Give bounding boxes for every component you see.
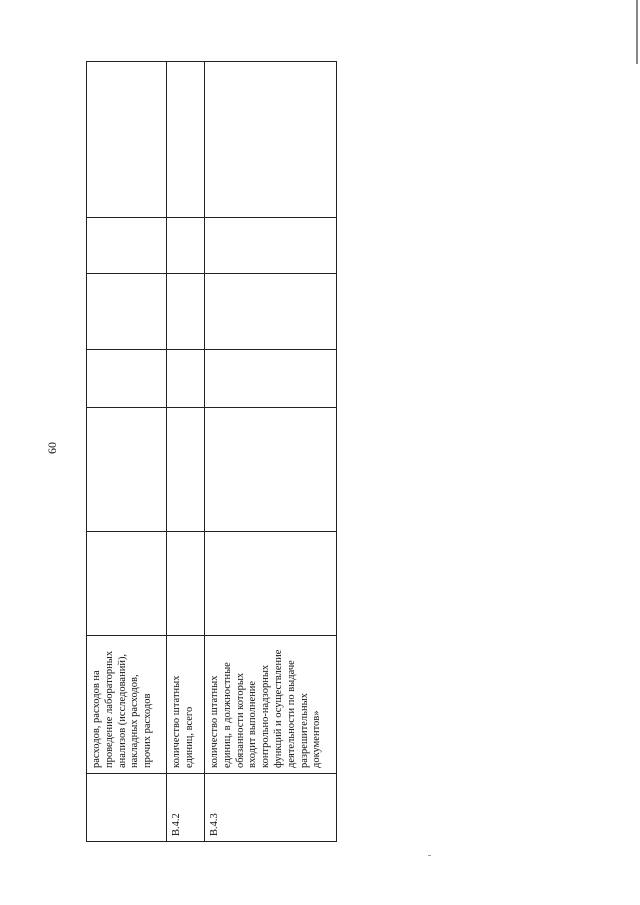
table-cell bbox=[205, 408, 337, 532]
table-cell bbox=[205, 218, 337, 274]
scan-speck bbox=[428, 855, 431, 856]
table-cell bbox=[167, 218, 205, 274]
table-cell bbox=[87, 532, 167, 636]
row-description: количество штатных единиц, всего bbox=[167, 636, 205, 774]
table-row bbox=[167, 62, 205, 842]
data-table bbox=[86, 61, 337, 842]
table-container bbox=[86, 62, 336, 842]
table-cell bbox=[87, 218, 167, 274]
row-description: количество штатных единиц, в должностные обязанности которых входит выполнение контрольно-надзорных функций и осуществление деятельности по выдаче разрешительных документов» bbox=[205, 636, 337, 774]
table-cell bbox=[87, 350, 167, 408]
row-code: В.4.2 bbox=[167, 774, 205, 842]
table-row bbox=[205, 62, 337, 842]
row-code bbox=[87, 774, 167, 842]
page-number: 60 bbox=[45, 442, 59, 454]
row-code: В.4.3 bbox=[205, 774, 337, 842]
scan-edge-mark bbox=[636, 0, 638, 64]
row-description: расходов, расходов на проведение лабораторных анализов (исследований), накладных расходов, прочих расходов bbox=[87, 636, 167, 774]
table-cell bbox=[167, 350, 205, 408]
table-cell bbox=[167, 408, 205, 532]
table-cell bbox=[205, 274, 337, 350]
table-cell bbox=[87, 408, 167, 532]
table-cell bbox=[167, 532, 205, 636]
table-cell bbox=[87, 62, 167, 218]
table-row bbox=[87, 62, 167, 842]
table-cell bbox=[205, 62, 337, 218]
table-cell bbox=[167, 62, 205, 218]
table-cell bbox=[205, 350, 337, 408]
table-cell bbox=[205, 532, 337, 636]
table-cell bbox=[167, 274, 205, 350]
table-cell bbox=[87, 274, 167, 350]
